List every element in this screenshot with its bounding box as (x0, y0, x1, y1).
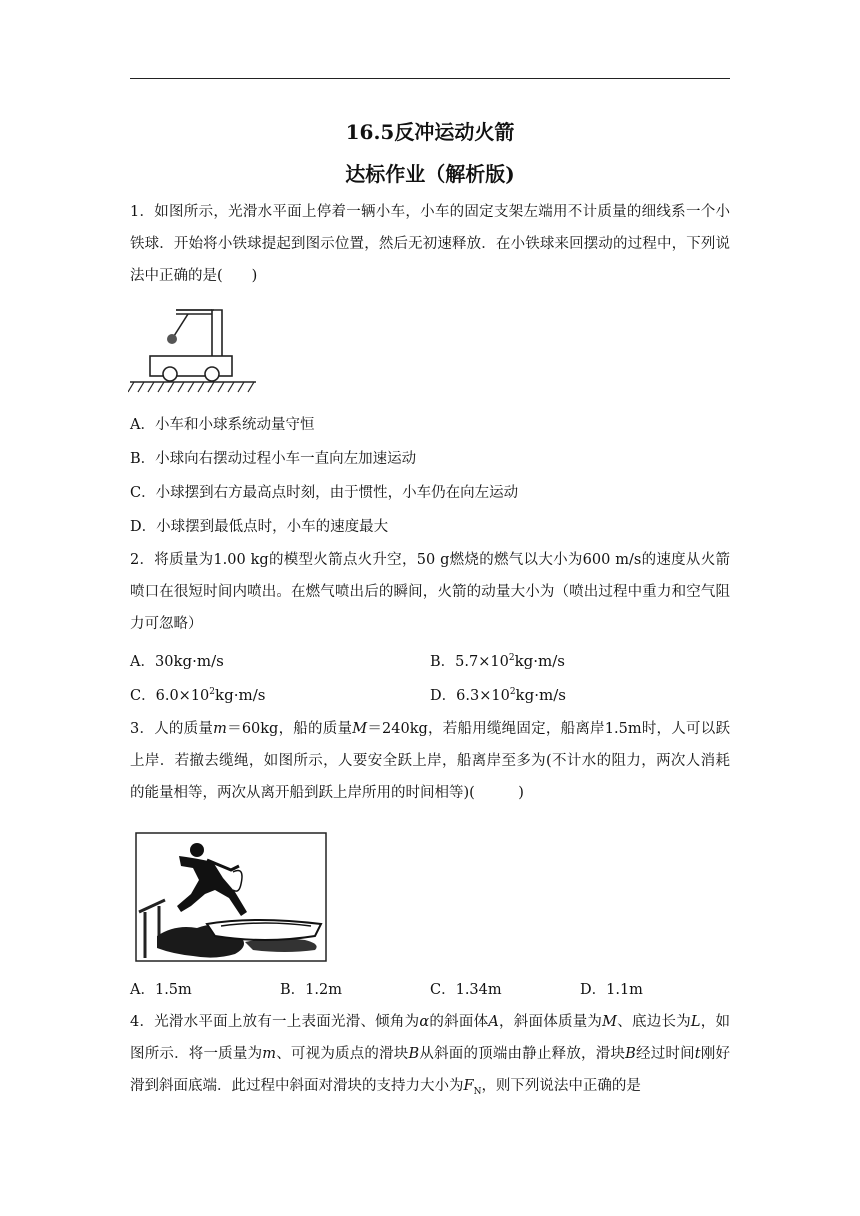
question-1-option-d: D．小球摆到最低点时，小车的速度最大 (130, 519, 389, 535)
option-unit: kg·m/s (514, 652, 565, 670)
question-text: 将质量为1.00 kg的模型火箭点火升空，50 g燃烧的燃气以大小为600 m/s的速度从火箭喷口在很短时间内喷出。在燃气喷出后的瞬间，火箭的动量大小为（喷出过程中重力和空气阻力可忽略） (130, 552, 730, 632)
question-3-stem (130, 713, 730, 809)
variable-B: B (408, 1046, 420, 1062)
variable-M: M (352, 721, 368, 737)
question-text: 刚好滑到斜面底端．此过程中斜面对滑块的支持力大小为 (130, 1046, 731, 1094)
question-3-option-b: B．1.2m (280, 982, 342, 998)
question-text: 的斜面体 (429, 1014, 489, 1030)
question-text: 、底边长为 (617, 1014, 691, 1030)
variable-L: L (690, 1014, 701, 1030)
question-2-option-b (430, 651, 565, 672)
question-3-option-a: A．1.5m (130, 982, 192, 998)
header-rule (130, 78, 730, 79)
question-text: ＝240kg，若船用缆绳固定，船离岸1.5m时，人可以跃上岸．若撤去缆绳，如图所示，人要安全跃上岸，船离岸至多为(不计水的阻力，两次人消耗的能量相等，两次从离开船到跃上岸所用的时间相等)( ) (130, 721, 730, 801)
option-value: 5.7×10 (455, 654, 509, 670)
option-exponent: 2 (508, 653, 515, 664)
option-label: D． (430, 688, 457, 704)
question-4-stem (130, 1006, 730, 1102)
variable-t: t (694, 1046, 701, 1062)
variable-subscript: N (473, 1086, 482, 1097)
question-text: 如图所示，光滑水平面上停着一辆小车，小车的固定支架左端用不计质量的细线系一个小铁球．开始将小铁球提起到图示位置，然后无初速释放．在小铁球来回摆动的过程中，下列说法中正确的是( ) (130, 204, 730, 284)
option-label: C． (130, 688, 156, 704)
option-exponent: 2 (209, 687, 216, 698)
option-label: B． (430, 654, 456, 670)
variable-A: A (488, 1014, 499, 1030)
question-number: 1． (130, 204, 155, 220)
question-text: 经过时间 (635, 1046, 695, 1062)
variable-M: M (602, 1014, 618, 1030)
boat-jump-figure (135, 832, 327, 962)
question-2-option-c (130, 685, 265, 706)
option-unit: kg·m/s (215, 686, 266, 704)
variable-alpha: α (419, 1014, 430, 1030)
option-value: 30 (154, 654, 174, 670)
question-2-stem (130, 544, 730, 640)
question-2-option-d (430, 685, 566, 706)
variable-m: m (213, 721, 227, 737)
question-number: 4． (130, 1014, 155, 1030)
option-value: 6.0×10 (155, 688, 210, 704)
question-number: 2． (130, 552, 155, 568)
option-value: 6.3×10 (456, 688, 510, 704)
question-1-option-c: C．小球摆到右方最高点时刻，由于惯性，小车仍在向左运动 (130, 485, 519, 501)
variable-m: m (262, 1046, 277, 1062)
question-text: 从斜面的顶端由静止释放，滑块 (419, 1046, 626, 1062)
question-3-option-d: D．1.1m (580, 982, 643, 998)
page-title: 16.5反冲运动火箭 (345, 120, 515, 144)
question-1-option-a: A．小车和小球系统动量守恒 (130, 417, 315, 433)
question-text: ，则下列说法中正确的是 (481, 1078, 641, 1094)
cart-pendulum-figure (128, 304, 258, 400)
question-text: 人的质量 (154, 721, 214, 737)
question-number: 3． (130, 721, 155, 737)
page-subtitle: 达标作业（解析版) (345, 162, 515, 186)
option-exponent: 2 (509, 687, 516, 698)
variable-F: F (463, 1078, 474, 1094)
question-1-option-b: B．小球向右摆动过程小车一直向左加速运动 (130, 451, 417, 467)
option-unit: kg·m/s (173, 652, 224, 670)
option-unit: kg·m/s (515, 686, 566, 704)
option-label: A． (130, 654, 155, 670)
question-1-stem (130, 196, 730, 292)
question-text: ＝60kg，船的质量 (226, 721, 353, 737)
question-2-option-a (130, 651, 224, 672)
question-text: ，斜面体质量为 (498, 1014, 603, 1030)
question-text: 、可视为质点的滑块 (276, 1046, 409, 1062)
variable-B: B (625, 1046, 636, 1062)
question-text: ，如图所示．将一质量为 (130, 1014, 731, 1062)
question-text: 光滑水平面上放有一上表面光滑、倾角为 (154, 1014, 420, 1030)
question-3-option-c: C．1.34m (430, 982, 502, 998)
